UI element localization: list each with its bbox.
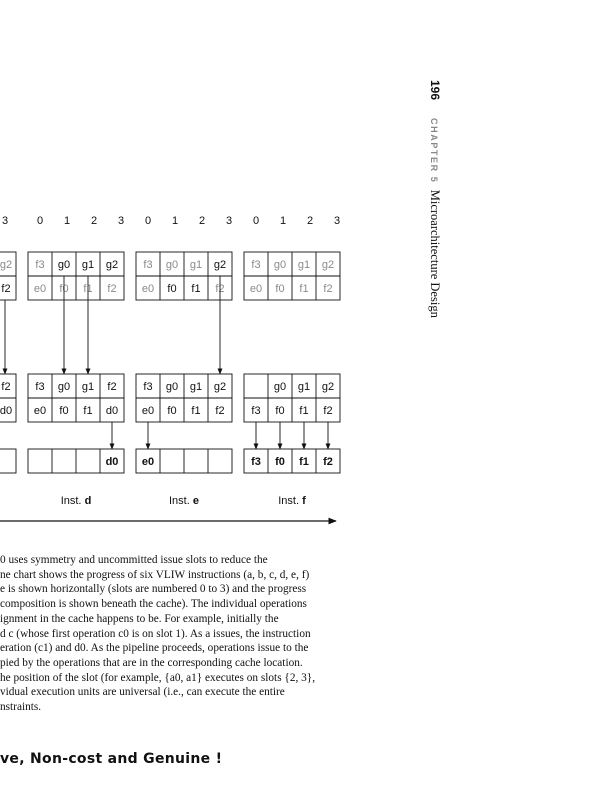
cache-cell: f3 — [35, 259, 45, 271]
cache-cell: f2 — [215, 283, 225, 295]
issue-cell: f0 — [275, 456, 285, 468]
buffer-cell: d0 — [0, 405, 13, 417]
cache-cell: g0 — [165, 259, 179, 271]
buffer-cell: d0 — [105, 405, 119, 417]
slot-number: 1 — [171, 215, 179, 227]
caption-line: he position of the slot (for example, {a0, a1} executes on slots {2, 3}, — [0, 671, 316, 684]
slot-number: 1 — [63, 215, 71, 227]
cache-cell: g2 — [105, 259, 119, 271]
chapter-number: 5 — [429, 176, 439, 182]
slot-number: 1 — [279, 215, 287, 227]
issue-cell: f3 — [251, 456, 261, 468]
instruction-label-prefix: Inst. — [169, 495, 190, 507]
cache-cell: e0 — [249, 283, 263, 295]
cache-cell: g2 — [321, 259, 335, 271]
cache-cell: g1 — [189, 259, 203, 271]
issue-cell: f1 — [299, 456, 309, 468]
buffer-cell: g1 — [189, 381, 203, 393]
chapter-label: CHAPTER — [429, 118, 439, 173]
slot-number: 0 — [36, 215, 44, 227]
buffer-cell: e0 — [141, 405, 155, 417]
buffer-cell: g2 — [321, 381, 335, 393]
buffer-cell: f3 — [35, 381, 45, 393]
cache-cell: f2 — [323, 283, 333, 295]
cache-cell: f2 — [107, 283, 117, 295]
issue-cell: e0 — [141, 456, 155, 468]
cache-cell: g2 — [0, 259, 13, 271]
slot-number: 3 — [333, 215, 341, 227]
caption-line: d c (whose first operation c0 is on slot 1). As a issues, the instruction — [0, 627, 311, 640]
instruction-label — [278, 495, 306, 507]
instruction-label — [169, 495, 199, 507]
buffer-cell: e0 — [33, 405, 47, 417]
caption-line: vidual execution units are universal (i.e., can execute the entire — [0, 686, 285, 699]
issue-cell: d0 — [105, 456, 119, 468]
cache-cell: f0 — [59, 283, 69, 295]
cache-cell: f3 — [143, 259, 153, 271]
cache-cell: g0 — [273, 259, 287, 271]
caption-line: nstraints. — [0, 701, 42, 714]
slot-number: 3 — [117, 215, 125, 227]
caption-line: ignment in the cache happens to be. For example, initially the — [0, 612, 279, 625]
cache-cell: g0 — [57, 259, 71, 271]
cache-cell: f1 — [299, 283, 309, 295]
buffer-cell: f0 — [275, 405, 285, 417]
buffer-cell: g2 — [213, 381, 227, 393]
banner-text: ve, Non-cost and Genuine ! — [0, 751, 223, 767]
instruction-label — [61, 495, 92, 507]
caption-line: pied by the operations that are in the corresponding cache location. — [0, 656, 303, 669]
issue-cell: f2 — [323, 456, 333, 468]
buffer-cell: g0 — [165, 381, 179, 393]
cache-cell: e0 — [141, 283, 155, 295]
buffer-cell: f2 — [107, 381, 117, 393]
instruction-label-letter: d — [84, 495, 92, 507]
instruction-label-prefix: Inst. — [60, 495, 82, 507]
caption-line: eration (c1) and d0. As the pipeline proceeds, operations issue to the — [0, 642, 309, 655]
caption-line: composition is shown beneath the cache). The individual operations — [0, 598, 307, 611]
slot-number: 3 — [225, 215, 233, 227]
figure-caption — [0, 553, 385, 715]
buffer-cell: f1 — [83, 405, 93, 417]
cache-cell: g1 — [297, 259, 311, 271]
cache-cell: f2 — [1, 283, 11, 295]
buffer-cell: f2 — [323, 405, 333, 417]
chapter-title: Microarchitecture Design — [428, 189, 442, 318]
caption-line: ne chart shows the progress of six VLIW instructions (a, b, c, d, e, f) — [0, 568, 310, 581]
buffer-cell: g0 — [273, 381, 287, 393]
cache-cell: f1 — [191, 283, 201, 295]
cache-cell: g2 — [213, 259, 227, 271]
caption-line: 0 uses symmetry and uncommitted issue slots to reduce the — [0, 554, 268, 566]
buffer-cell: f0 — [59, 405, 69, 417]
slot-number: 2 — [90, 215, 98, 227]
cache-cell: f1 — [83, 283, 93, 295]
buffer-cell: g1 — [297, 381, 311, 393]
buffer-cell: f2 — [215, 405, 225, 417]
instruction-label-prefix: Inst. — [278, 495, 300, 507]
buffer-cell: f0 — [167, 405, 177, 417]
caption-line: e is shown horizontally (slots are numbered 0 to 3) and the progress — [0, 583, 307, 596]
page-number: 196 — [428, 80, 442, 101]
buffer-cell: f1 — [191, 405, 201, 417]
partial-issue-block — [0, 449, 16, 473]
slot-number: 2 — [306, 215, 314, 227]
cache-cell: e0 — [33, 283, 47, 295]
slot-number: 0 — [144, 215, 152, 227]
cache-cell: f0 — [167, 283, 177, 295]
buffer-cell: f3 — [143, 381, 153, 393]
cache-cell: f0 — [275, 283, 285, 295]
buffer-cell: f2 — [1, 381, 11, 393]
running-head — [416, 80, 446, 360]
buffer-cell: f3 — [251, 405, 261, 417]
slot-number: 3 — [1, 215, 9, 227]
cache-cell: f3 — [251, 259, 261, 271]
cache-cell: g1 — [81, 259, 95, 271]
slot-number: 0 — [252, 215, 260, 227]
buffer-cell: g0 — [57, 381, 71, 393]
instruction-label-letter: f — [302, 495, 306, 507]
buffer-cell: g1 — [81, 381, 95, 393]
buffer-cell: f1 — [299, 405, 309, 417]
slot-number: 2 — [198, 215, 206, 227]
vliw-issue-figure — [0, 0, 400, 540]
instruction-label-letter: e — [192, 495, 199, 507]
